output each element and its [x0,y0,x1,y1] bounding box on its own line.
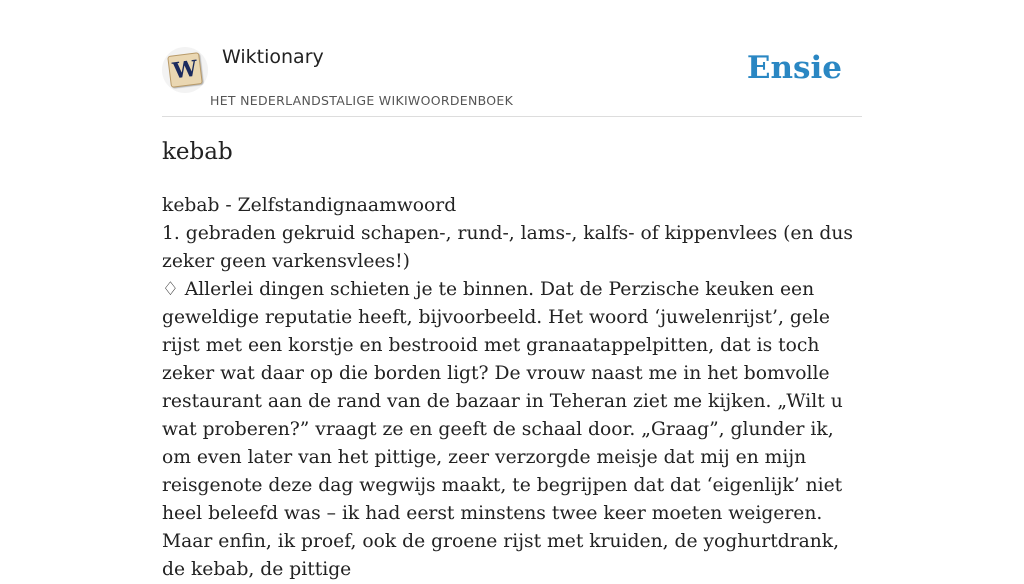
entry-content [162,192,864,584]
ensie-brand-logo[interactable]: Ensie [746,50,842,86]
entry-title: kebab [162,139,233,165]
example-quote: ♢ Allerlei dingen schieten je te binnen. Dat de Perzische keuken een geweldige reputatie heeft, bijvoorbeeld. Het woord ‘juwelenrijst’, gele rijst met een korstje en bestrooid met granaatappelpitten, dat is toch zeker wat daar op die borden ligt? De vrouw naast me in het bomvolle restaurant aan de rand van de bazaar in Teheran ziet me kijken. „Wilt u wat proberen?” vraagt ze en geeft de schaal door. „Graag”, glunder ik, om even later van het pittige, zeer verzorgde meisje dat mij en mijn reisgenote deze dag wegwijs maakt, te begrijpen dat dat ‘eigenlijk’ niet heel beleefd was – ik had eerst minstens twee keer moeten weigeren. Maar enfin, ik proef, ook de groene rijst met kruiden, de yoghurtdrank, de kebab, de pittige [162,279,843,580]
definition-text: 1. gebraden gekruid schapen-, rund-, lams-, kalfs- of kippenvlees (en dus zeker geen varkensvlees!) [162,223,854,272]
site-header [162,44,862,117]
site-tagline: HET NEDERLANDSTALIGE WIKIWOORDENBOEK [210,93,514,108]
site-name-link[interactable]: Wiktionary [222,46,324,68]
logo-tile-icon: W [167,52,203,88]
part-of-speech-line: kebab - Zelfstandignaamwoord [162,195,457,216]
wiktionary-logo[interactable] [162,47,208,93]
